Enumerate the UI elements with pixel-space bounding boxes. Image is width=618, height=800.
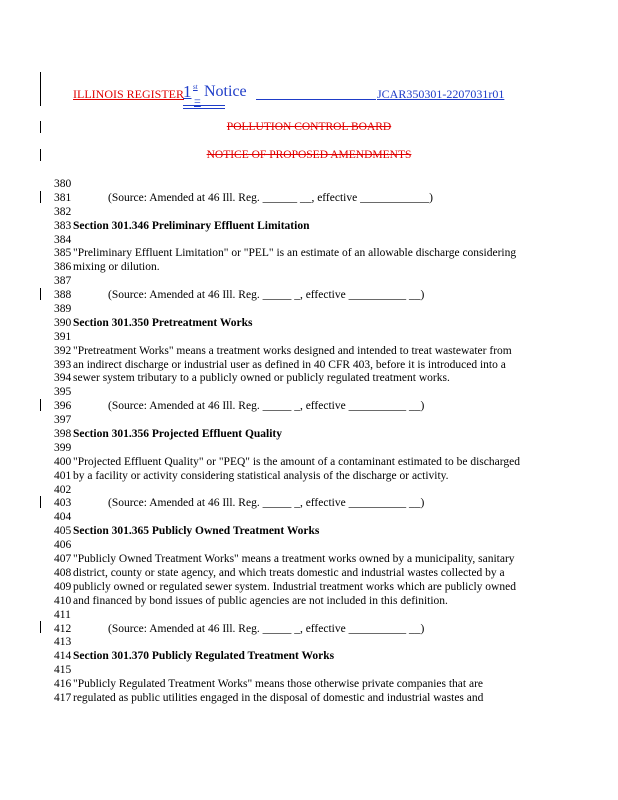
line-number: 389: [54, 303, 72, 316]
document-line: [54, 623, 574, 637]
line-number: 393: [54, 358, 72, 371]
line-text: (Source: Amended at 46 Ill. Reg. _____ _, effective __________ __): [108, 289, 425, 302]
document-line: [54, 525, 574, 539]
header-st: st: [193, 83, 198, 91]
line-number: 414: [54, 650, 72, 663]
document-line: [54, 678, 574, 692]
change-bar: [40, 288, 41, 300]
document-line: [54, 414, 574, 428]
line-number: 390: [54, 316, 72, 329]
document-line: [54, 664, 574, 678]
notice-title: NOTICE OF PROPOSED AMENDMENTS: [206, 149, 412, 161]
document-line: [54, 470, 574, 484]
line-number: 412: [54, 622, 72, 635]
document-line: [54, 484, 574, 498]
page-header: [0, 82, 618, 112]
line-number: 380: [54, 178, 72, 190]
header-code: JCAR350301-2207031r01: [377, 87, 505, 101]
line-text: "Publicly Regulated Treatment Works" means those otherwise private companies that are: [73, 678, 484, 691]
document-line: [54, 567, 574, 581]
line-text: (Source: Amended at 46 Ill. Reg. _____ _, effective __________ __): [108, 400, 425, 413]
document-line: [54, 581, 574, 595]
change-bar: [40, 621, 41, 633]
document-body: [54, 178, 574, 706]
line-number: 388: [54, 289, 72, 302]
line-number: 386: [54, 261, 72, 274]
line-text: publicly owned or regulated sewer system. Industrial treatment works which are publicly owned: [73, 580, 516, 593]
document-line: [54, 303, 574, 317]
line-number: 399: [54, 441, 72, 454]
document-line: [54, 692, 574, 706]
line-text: "Pretreatment Works" means a treatment works designed and intended to treat wastewater from: [73, 344, 512, 357]
header-one: 1: [183, 82, 192, 101]
line-number: 404: [54, 511, 72, 524]
line-text: Section 301.356 Projected Effluent Quality: [73, 428, 282, 441]
change-bar: [40, 191, 41, 203]
change-bar: [40, 496, 41, 508]
line-number: 410: [54, 594, 72, 607]
line-text: and financed by bond issues of public agencies are not included in this definition.: [73, 594, 448, 607]
document-line: [54, 650, 574, 664]
line-text: an indirect discharge or industrial user as defined in 40 CFR 403, before it is introduced into a: [73, 358, 506, 371]
header-underline: [256, 99, 376, 100]
line-number: 381: [54, 191, 72, 204]
line-text: "Projected Effluent Quality" or "PEQ" is the amount of a contaminant estimated to be discharged: [73, 455, 520, 468]
document-line: [54, 400, 574, 414]
line-number: 401: [54, 469, 72, 482]
line-number: 408: [54, 566, 72, 579]
line-number: 407: [54, 553, 72, 566]
line-number: 403: [54, 497, 72, 510]
document-line: [54, 261, 574, 275]
line-text: sewer system tributary to a publicly owned or publicly regulated treatment works.: [73, 372, 450, 385]
document-line: [54, 636, 574, 650]
document-line: [54, 609, 574, 623]
document-line: [54, 220, 574, 234]
document-line: [54, 456, 574, 470]
line-number: 392: [54, 344, 72, 357]
document-line: [54, 428, 574, 442]
line-number: 411: [54, 608, 71, 621]
document-line: [54, 345, 574, 359]
document-line: [54, 359, 574, 373]
line-number: 413: [54, 636, 72, 649]
line-text: mixing or dilution.: [73, 261, 160, 274]
line-number: 396: [54, 400, 72, 413]
document-line: [54, 317, 574, 331]
document-line: [54, 178, 574, 192]
line-number: 385: [54, 247, 72, 260]
line-text: (Source: Amended at 46 Ill. Reg. _____ _, effective __________ __): [108, 497, 425, 510]
document-line: [54, 331, 574, 345]
register-title: ILLINOIS REGISTER: [73, 87, 184, 101]
document-line: [54, 289, 574, 303]
line-number: 395: [54, 386, 72, 399]
line-text: (Source: Amended at 46 Ill. Reg. ______ __, effective ____________): [108, 191, 433, 204]
line-number: 400: [54, 455, 72, 468]
line-number: 384: [54, 233, 72, 246]
line-number: 394: [54, 372, 72, 385]
document-line: [54, 247, 574, 261]
document-line: [54, 234, 574, 248]
line-number: 416: [54, 678, 72, 691]
line-number: 387: [54, 275, 72, 288]
line-number: 406: [54, 539, 72, 552]
line-text: Section 301.370 Publicly Regulated Treatment Works: [73, 650, 335, 663]
line-text: (Source: Amended at 46 Ill. Reg. _____ _, effective __________ __): [108, 622, 425, 635]
line-text: Section 301.365 Publicly Owned Treatment Works: [73, 525, 320, 538]
line-text: by a facility or activity considering statistical analysis of the discharge or activity.: [73, 469, 449, 482]
document-line: [54, 372, 574, 386]
line-number: 402: [54, 483, 72, 496]
line-number: 398: [54, 428, 72, 441]
line-text: Section 301.346 Preliminary Effluent Limitation: [73, 219, 310, 232]
document-line: [54, 386, 574, 400]
board-name: POLLUTION CONTROL BOARD: [226, 121, 392, 133]
line-number: 382: [54, 205, 72, 218]
header-notice: Notice: [204, 83, 247, 100]
document-line: [54, 275, 574, 289]
line-number: 409: [54, 580, 72, 593]
header-double-rule: [183, 105, 225, 109]
line-number: 405: [54, 525, 72, 538]
document-line: [54, 511, 574, 525]
line-number: 415: [54, 664, 72, 677]
change-bar: [40, 399, 41, 411]
line-text: district, county or state agency, and which treats domestic and industrial wastes collected by a: [73, 566, 505, 579]
document-line: [54, 497, 574, 511]
document-line: [54, 595, 574, 609]
line-text: "Preliminary Effluent Limitation" or "PEL" is an estimate of an allowable discharge considering: [73, 247, 517, 260]
line-number: 417: [54, 691, 72, 704]
header-eq: =: [194, 94, 201, 108]
line-number: 397: [54, 414, 72, 427]
document-line: [54, 442, 574, 456]
line-number: 391: [54, 330, 72, 343]
document-line: [54, 206, 574, 220]
line-text: "Publicly Owned Treatment Works" means a treatment works owned by a municipality, sanitary: [73, 553, 515, 566]
line-number: 383: [54, 219, 72, 232]
line-text: regulated as public utilities engaged in the disposal of domestic and industrial wastes and: [73, 691, 484, 704]
document-line: [54, 539, 574, 553]
document-line: [54, 553, 574, 567]
document-line: [54, 192, 574, 206]
line-text: Section 301.350 Pretreatment Works: [73, 316, 253, 329]
